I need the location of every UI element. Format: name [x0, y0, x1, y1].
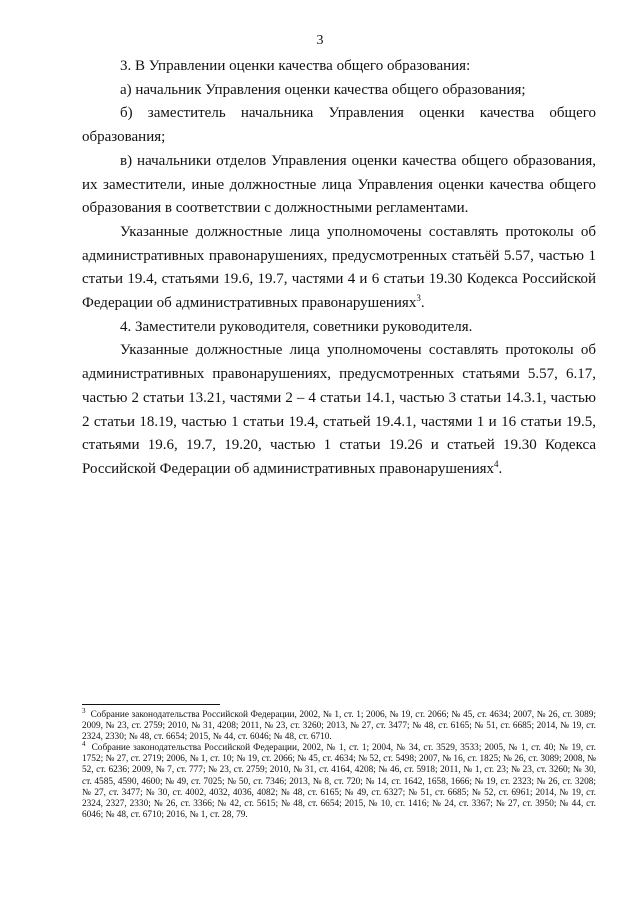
footnote-mark: 4	[82, 740, 86, 749]
paragraph-text: Указанные должностные лица уполномочены составлять протоколы об административных правонарушениях, предусмотренных статьями 5.57, 6.17, частью 2 статьи 13.21, частями 2 – 4 статьи 14.1, частью 3 статьи 14.3.1, частью 2 статьи 18.19, частью 1 статьи 19.4, статьей 19.4.1, частями 1 и 16 статьи 19.5, статьями 19.6, 19.7, 19.20, частью 1 статьи 19.26 и статьей 19.30 Кодекса Российской Федерации об административных правонарушениях	[82, 342, 596, 477]
footnote-text: Собрание законодательства Российской Федерации, 2002, № 1, ст. 1; 2004, № 34, ст. 3529, 3533; 2005, № 1, ст. 40; № 19, ст. 1752; № 27, ст. 2719; 2006, № 1, ст. 10; № 19, ст. 2066; № 45, ст. 4634; № 52, ст. 5498; 2007, № 16, ст. 1825; № 26, ст. 3089; 2008, № 52, ст. 6236; 2009, № 7, ст. 777; № 23, ст. 2759; 2010, № 31, ст. 4164, 4208; № 46, ст. 5918; 2011, № 1, ст. 23; № 23, ст. 3260; № 30, ст. 4585, 4590, 4600; № 49, ст. 7025; № 50, ст. 7346; 2013, № 8, ст. 720; № 14, ст. 1642, 1658, 1666; № 19, ст. 2323; № 26, ст. 3208; № 27, ст. 3477; № 30, ст. 4002, 4032, 4036, 4082; № 48, ст. 6165; № 49, ст. 6327; № 51, ст. 6685; № 52, ст. 6961; 2014, № 19, ст. 2324, 2327, 2330; № 26, ст. 3366; № 42, ст. 5615; № 48, ст. 6654; 2015, № 10, ст. 1416; № 24, ст. 3367; № 27, ст. 3950; № 44, ст. 6046; № 48, ст. 6710; 2016, № 1, ст. 28, 79.	[82, 743, 596, 820]
paragraph: б) заместитель начальника Управления оценки качества общего образования;	[82, 105, 596, 146]
footnote-3	[82, 706, 596, 743]
paragraph: а) начальник Управления оценки качества общего образования;	[120, 81, 526, 98]
period: .	[420, 295, 425, 312]
footnote-mark: 3	[82, 706, 86, 715]
period: .	[498, 460, 503, 477]
paragraph-with-footnote	[82, 339, 596, 481]
paragraph: 3. В Управлении оценки качества общего образования:	[120, 58, 471, 74]
paragraph-text: Указанные должностные лица уполномочены составлять протоколы об административных правонарушениях, предусмотренных статьёй 5.57, частью 1 статьи 19.4, статьями 19.6, 19.7, частями 4 и 6 статьи 19.30 Кодекса Российской Федерации об административных правонарушениях	[82, 223, 596, 312]
paragraph: в) начальники отделов Управления оценки качества общего образования, их заместители, иные должностные лица Управления оценки качества общего образования в соответствии с должностными регламентами.	[82, 152, 596, 217]
paragraph: 4. Заместители руководителя, советники руководителя.	[120, 318, 473, 335]
footnote-ref-4[interactable]: 4	[494, 458, 499, 469]
document-body	[82, 55, 596, 482]
footnote-ref-3[interactable]: 3	[416, 293, 421, 304]
page-number: 3	[316, 33, 324, 48]
footnote-text: Собрание законодательства Российской Федерации, 2002, № 1, ст. 1; 2006, № 19, ст. 2066; № 45, ст. 4634; 2007, № 26, ст. 3089; 2009, № 23, ст. 2759; 2010, № 31, 4208; 2011, № 23, ст. 3260; 2013, № 27, ст. 3477; № 48, ст. 6165; № 51, ст. 6685; 2014, № 19, ст. 2324, 2330; № 48, ст. 6654; 2015, № 44, ст. 6046; № 48, ст. 6710.	[82, 710, 596, 743]
paragraph-with-footnote	[82, 221, 596, 316]
footnotes	[82, 706, 596, 821]
footnote-4	[82, 740, 596, 821]
footnote-separator	[82, 704, 220, 705]
